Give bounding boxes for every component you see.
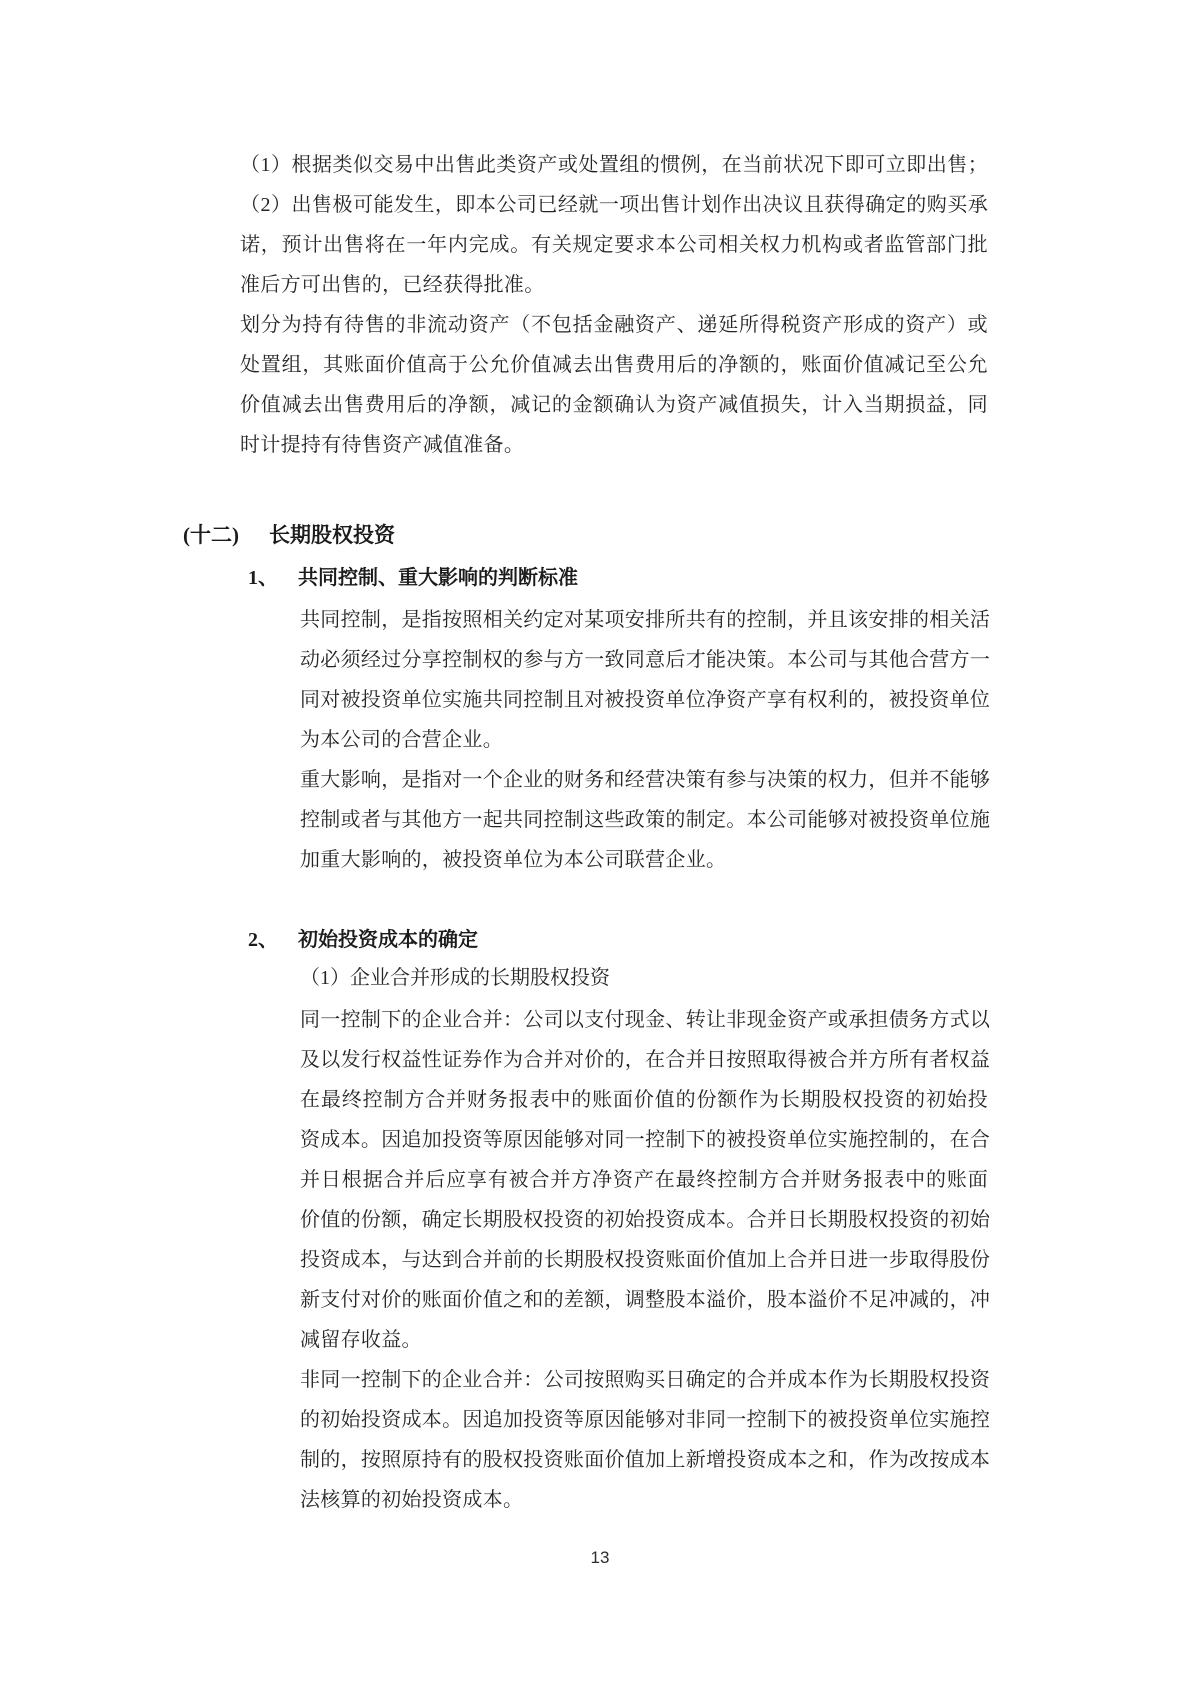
text-line: （2）出售极可能发生，即本公司已经就一项出售计划作出决议且获得确定的购买承	[240, 194, 988, 216]
item-1-paragraphs	[300, 600, 991, 880]
text-line: 价值减去出售费用后的净额，减记的金额确认为资产减值损失，计入当期损益，同	[240, 394, 988, 416]
section-12-label: (十二)	[183, 523, 239, 547]
section-12-title: 长期股权投资	[269, 523, 395, 547]
text-line: 的初始投资成本。因追加投资等原因能够对非同一控制下的被投资单位实施控	[300, 1409, 991, 1431]
text-line: 动必须经过分享控制权的参与方一致同意后才能决策。本公司与其他合营方一	[300, 649, 991, 671]
item-2-heading: 初始投资成本的确定	[298, 929, 478, 951]
text-line: 制的，按照原持有的股权投资账面价值加上新增投资成本之和，作为改按成本	[300, 1449, 991, 1471]
item-1-number: 1、	[248, 567, 278, 589]
text-line: 诺，预计出售将在一年内完成。有关规定要求本公司相关权力机构或者监管部门批	[240, 234, 988, 256]
text-line: 投资成本，与达到合并前的长期股权投资账面价值加上合并日进一步取得股份	[300, 1249, 991, 1271]
text-line: 同一控制下的企业合并：公司以支付现金、转让非现金资产或承担债务方式以	[300, 1009, 991, 1031]
text-line: 同对被投资单位实施共同控制且对被投资单位净资产享有权利的，被投资单位	[300, 689, 991, 711]
text-line: 法核算的初始投资成本。	[300, 1489, 524, 1511]
text-line: 资成本。因追加投资等原因能够对同一控制下的被投资单位实施控制的，在合	[300, 1129, 991, 1151]
item-1-heading-row	[248, 558, 578, 598]
text-line: 划分为持有待售的非流动资产（不包括金融资产、递延所得税资产形成的资产）或	[240, 314, 988, 336]
text-line: （1）根据类似交易中出售此类资产或处置组的惯例，在当前状况下即可立即出售；	[240, 154, 988, 176]
text-line: 重大影响，是指对一个企业的财务和经营决策有参与决策的权力，但并不能够	[300, 769, 991, 791]
item-2-number: 2、	[248, 929, 278, 951]
text-line: 准后方可出售的，已经获得批准。	[240, 274, 545, 296]
item-2-heading-row	[248, 920, 478, 960]
text-line: 控制或者与其他方一起共同控制这些政策的制定。本公司能够对被投资单位施	[300, 809, 991, 831]
text-line: 价值的份额，确定长期股权投资的初始投资成本。合并日长期股权投资的初始	[300, 1209, 991, 1231]
text-line: 并日根据合并后应享有被合并方净资产在最终控制方合并财务报表中的账面	[300, 1169, 988, 1191]
text-line: 非同一控制下的企业合并：公司按照购买日确定的合并成本作为长期股权投资	[300, 1369, 991, 1391]
text-line: 新支付对价的账面价值之和的差额，调整股本溢价，股本溢价不足冲减的，冲	[300, 1289, 991, 1311]
item-2-subheading: （1）企业合并形成的长期股权投资	[300, 967, 610, 989]
page-number: 13	[590, 1548, 610, 1567]
held-for-sale-paragraphs	[240, 145, 988, 465]
section-12-heading	[183, 515, 395, 555]
text-line: 时计提持有待售资产减值准备。	[240, 434, 525, 456]
text-line: 处置组，其账面价值高于公允价值减去出售费用后的净额的，账面价值减记至公允	[240, 354, 988, 376]
item-1-heading: 共同控制、重大影响的判断标准	[298, 567, 578, 589]
text-line: 及以发行权益性证券作为合并对价的，在合并日按照取得被合并方所有者权益	[300, 1049, 991, 1071]
text-line: 加重大影响的，被投资单位为本公司联营企业。	[300, 849, 727, 871]
text-line: 在最终控制方合并财务报表中的账面价值的份额作为长期股权投资的初始投	[300, 1089, 988, 1111]
text-line: 为本公司的合营企业。	[300, 729, 503, 751]
text-line: 共同控制，是指按照相关约定对某项安排所共有的控制，并且该安排的相关活	[300, 609, 991, 631]
text-line: 减留存收益。	[300, 1329, 422, 1351]
item-2-paragraphs	[300, 1000, 991, 1520]
